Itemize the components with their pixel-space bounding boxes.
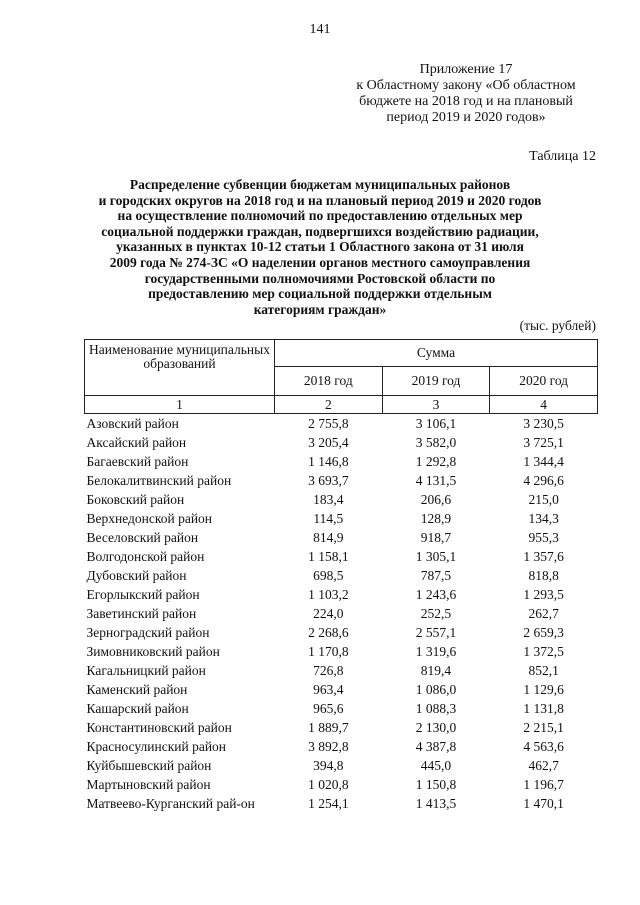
value-2019: 1 150,8 — [415, 777, 457, 792]
municipality-name: Веселовский район — [86, 530, 199, 545]
table-row — [85, 718, 598, 737]
header-year-2020: 2020 год — [490, 366, 598, 395]
table-row — [85, 414, 598, 434]
value-2019: 918,7 — [420, 530, 452, 545]
table-row — [85, 642, 598, 661]
page-number: 141 — [309, 22, 331, 37]
title-line: социальной поддержки граждан, подвергшихся воздействию радиации, — [101, 223, 539, 239]
value-2020: 2 215,1 — [523, 720, 564, 735]
municipality-name: Багаевский район — [86, 454, 189, 469]
value-2019: 819,4 — [420, 663, 452, 678]
value-2019: 787,5 — [420, 568, 452, 583]
value-2018: 183,4 — [313, 492, 344, 507]
value-2019: 1 413,5 — [415, 796, 457, 811]
table-row — [85, 528, 598, 547]
municipality-name: Верхнедонской район — [86, 511, 213, 526]
table-row — [85, 794, 598, 828]
title-line: указанных в пунктах 10-12 статьи 1 Областного закона от 31 июля — [116, 239, 524, 255]
value-2018: 224,0 — [313, 606, 344, 621]
appendix-line: к Областному закону «Об областном — [356, 78, 576, 93]
value-2019: 4 387,8 — [415, 739, 457, 754]
title-line: предоставлению мер социальной поддержки отдельным — [148, 286, 492, 302]
appendix-line: бюджете на 2018 год и на плановый — [359, 94, 573, 109]
appendix-line: Приложение 17 — [419, 62, 513, 77]
value-2018: 3 693,7 — [308, 473, 349, 488]
municipality-name: Кашарский район — [86, 701, 189, 716]
value-2020: 1 129,6 — [523, 682, 564, 697]
subvention-table — [84, 339, 598, 828]
table-label: Таблица 12 — [529, 149, 596, 164]
municipality-name: Азовский район — [86, 416, 179, 431]
value-2019: 2 557,1 — [415, 625, 457, 640]
title-line: на осуществление полномочий по предоставлению отдельных мер — [117, 208, 523, 224]
appendix-line: период 2019 и 2020 годов» — [386, 110, 546, 125]
municipality-name: Заветинский район — [86, 606, 197, 621]
municipality-name: Кагальницкий район — [86, 663, 206, 678]
value-2020: 262,7 — [528, 606, 559, 621]
title-line: категориям граждан» — [253, 301, 387, 317]
value-2018: 2 755,8 — [308, 416, 349, 431]
value-2018: 1 158,1 — [308, 549, 349, 564]
value-2020: 818,8 — [528, 568, 559, 583]
value-2019: 1 292,8 — [415, 454, 457, 469]
municipality-name: Боковский район — [86, 492, 185, 507]
table-row — [85, 775, 598, 794]
units-label: (тыс. рублей) — [519, 318, 596, 333]
document-title — [40, 177, 600, 317]
title-line: Распределение субвенции бюджетам муниципальных районов — [129, 177, 511, 192]
value-2018: 1 170,8 — [308, 644, 349, 659]
municipality-name: Каменский район — [86, 682, 188, 697]
column-number: 1 — [85, 396, 275, 414]
value-2020: 955,3 — [528, 530, 559, 545]
value-2020: 852,1 — [528, 663, 559, 678]
header-municipality: Наименование муниципальных образований — [85, 340, 275, 396]
value-2020: 4 296,6 — [523, 473, 564, 488]
column-number: 3 — [382, 396, 490, 414]
value-2019: 4 131,5 — [415, 473, 457, 488]
table-row — [85, 471, 598, 490]
title-line: 2009 года № 274-ЗС «О наделении органов местного самоуправления — [109, 254, 531, 270]
value-2020: 134,3 — [528, 511, 559, 526]
value-2018: 814,9 — [313, 530, 344, 545]
value-2020: 1 372,5 — [523, 644, 564, 659]
value-2019: 206,6 — [420, 492, 452, 507]
value-2020: 1 131,8 — [523, 701, 564, 716]
table-row — [85, 585, 598, 604]
table-body — [85, 414, 598, 829]
value-2018: 394,8 — [313, 758, 344, 773]
title-line: и городских округов на 2018 год и на плановый период 2019 и 2020 годов — [98, 192, 542, 208]
value-2018: 1 254,1 — [308, 796, 349, 811]
value-2018: 965,6 — [313, 701, 344, 716]
value-2020: 4 563,6 — [523, 739, 564, 754]
value-2020: 1 344,4 — [523, 454, 564, 469]
value-2019: 252,5 — [420, 606, 452, 621]
value-2018: 726,8 — [313, 663, 344, 678]
value-2020: 1 357,6 — [523, 549, 564, 564]
value-2019: 128,9 — [420, 511, 452, 526]
value-2020: 1 293,5 — [523, 587, 564, 602]
municipality-name: Константиновский район — [86, 720, 232, 735]
municipality-name: Дубовский район — [86, 568, 187, 583]
header-year-2019: 2019 год — [382, 366, 490, 395]
municipality-name: Аксайский район — [86, 435, 187, 450]
table-row — [85, 737, 598, 756]
value-2018: 1 103,2 — [308, 587, 349, 602]
value-2018: 698,5 — [313, 568, 344, 583]
municipality-name: Белокалитвинский район — [86, 473, 232, 488]
value-2018: 3 205,4 — [308, 435, 349, 450]
table-row — [85, 699, 598, 718]
municipality-name: Куйбышевский район — [86, 758, 212, 773]
municipality-name: Егорлыкский район — [86, 587, 200, 602]
value-2020: 3 725,1 — [523, 435, 564, 450]
table-row — [85, 756, 598, 775]
municipality-name: Волгодонской район — [86, 549, 205, 564]
table-row — [85, 661, 598, 680]
column-number: 4 — [490, 396, 598, 414]
municipality-name: Мартыновский район — [86, 777, 211, 792]
value-2019: 1 305,1 — [415, 549, 457, 564]
table-row — [85, 433, 598, 452]
value-2019: 1 088,3 — [415, 701, 457, 716]
value-2018: 1 020,8 — [308, 777, 349, 792]
table-row — [85, 623, 598, 642]
value-2019: 1 086,0 — [415, 682, 457, 697]
value-2018: 114,5 — [313, 511, 344, 526]
municipality-name: Красносулинский район — [86, 739, 227, 754]
table-row — [85, 680, 598, 699]
value-2018: 1 889,7 — [308, 720, 349, 735]
municipality-name: Матвеево-Курганский рай-он — [86, 796, 255, 811]
table-row — [85, 566, 598, 585]
municipality-name: Зимовниковский район — [86, 644, 220, 659]
value-2019: 3 582,0 — [415, 435, 457, 450]
value-2018: 963,4 — [313, 682, 344, 697]
value-2020: 1 196,7 — [523, 777, 564, 792]
title-line: государственными полномочиями Ростовской области по — [144, 270, 496, 286]
value-2019: 1 319,6 — [415, 644, 457, 659]
table-row — [85, 452, 598, 471]
value-2019: 1 243,6 — [415, 587, 457, 602]
value-2018: 2 268,6 — [308, 625, 349, 640]
value-2018: 3 892,8 — [308, 739, 349, 754]
value-2020: 462,7 — [528, 758, 559, 773]
value-2018: 1 146,8 — [308, 454, 349, 469]
header-sum: Сумма — [275, 340, 598, 367]
value-2020: 1 470,1 — [523, 796, 564, 811]
appendix-note — [336, 62, 596, 126]
table-row — [85, 547, 598, 566]
municipality-name: Зерноградский район — [86, 625, 210, 640]
table-row — [85, 490, 598, 509]
value-2019: 3 106,1 — [415, 416, 457, 431]
value-2020: 3 230,5 — [523, 416, 564, 431]
value-2020: 215,0 — [528, 492, 559, 507]
table-row — [85, 509, 598, 528]
column-number: 2 — [275, 396, 383, 414]
value-2020: 2 659,3 — [523, 625, 564, 640]
value-2019: 2 130,0 — [415, 720, 457, 735]
value-2019: 445,0 — [420, 758, 452, 773]
header-year-2018: 2018 год — [275, 366, 383, 395]
table-row — [85, 604, 598, 623]
